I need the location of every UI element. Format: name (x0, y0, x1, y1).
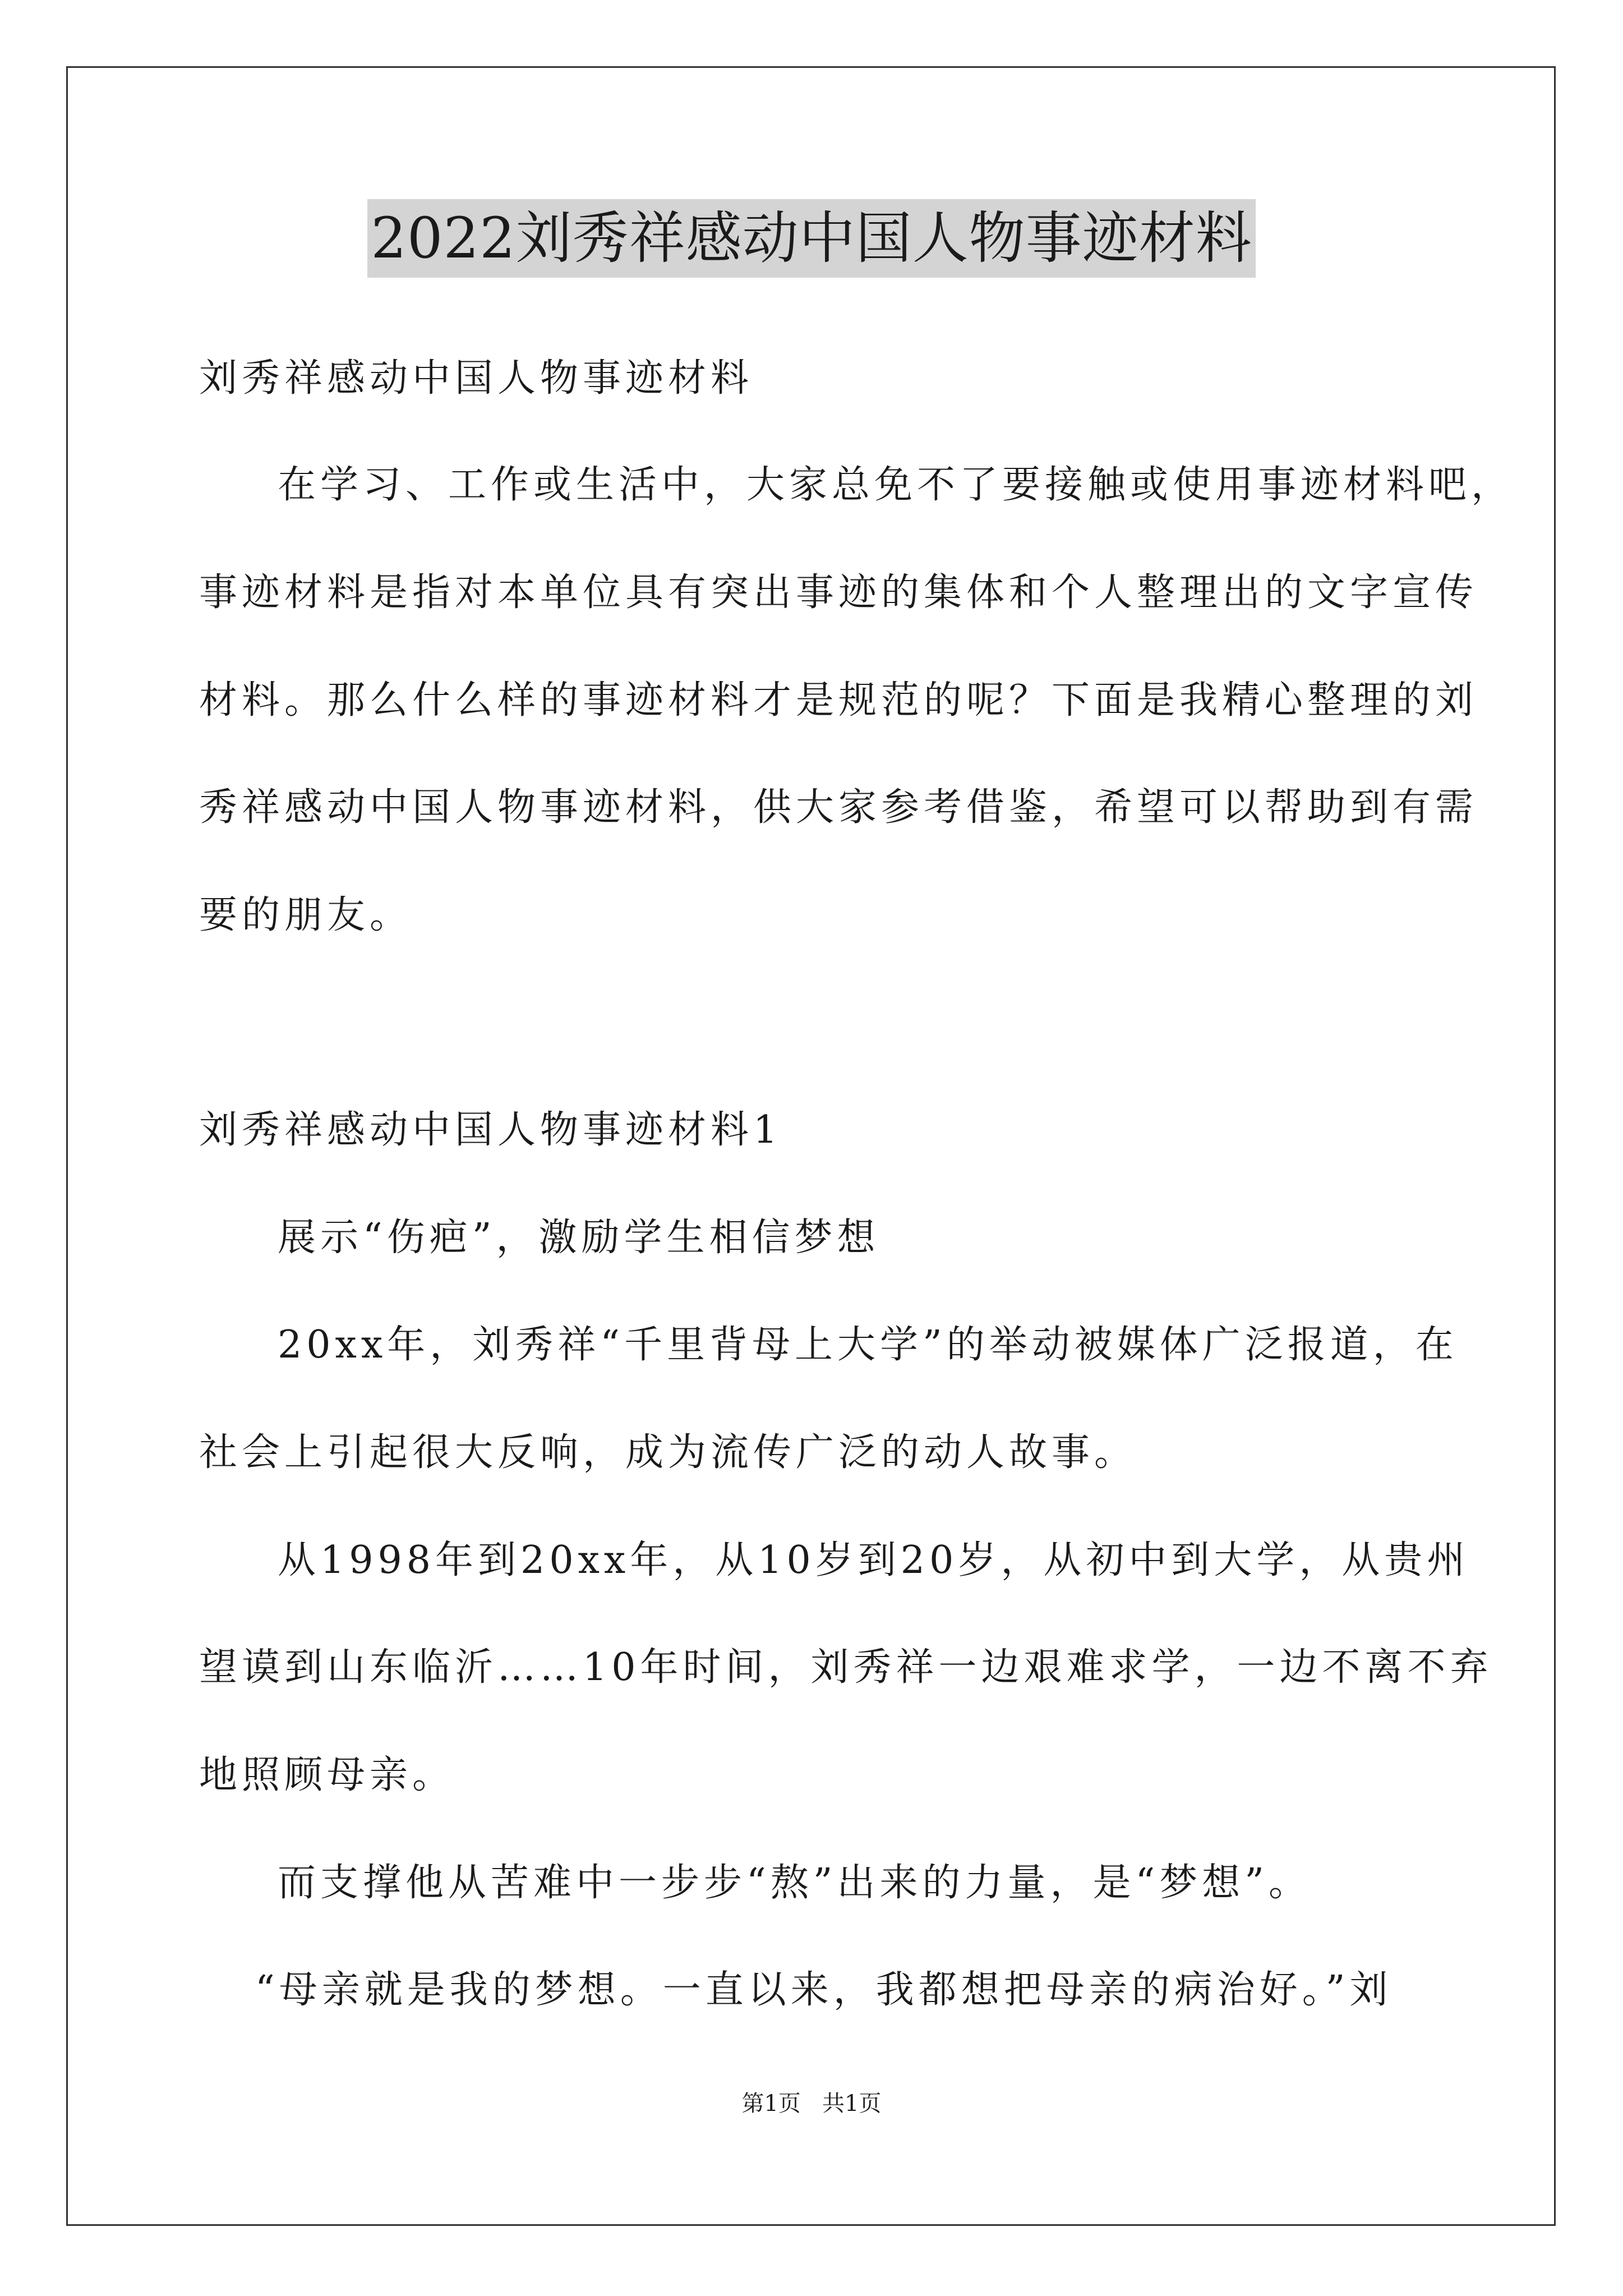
paragraph-line: 从1998年到20xx年，从10岁到20岁，从初中到大学，从贵州 (278, 1538, 1470, 1582)
title-container (0, 199, 1623, 278)
paragraph-line: 材料。那么什么样的事迹材料才是规范的呢？下面是我精心整理的刘 (199, 678, 1478, 723)
paragraph-line: 社会上引起很大反响，成为流传广泛的动人故事。 (199, 1430, 1137, 1475)
document-title: 2022刘秀祥感动中国人物事迹材料 (367, 199, 1256, 278)
paragraph-line: 秀祥感动中国人物事迹材料，供大家参考借鉴，希望可以帮助到有需 (199, 785, 1478, 830)
paragraph-line: 地照顾母亲。 (199, 1753, 455, 1797)
paragraph-line: 而支撑他从苦难中一步步“熬”出来的力量，是“梦想”。 (278, 1861, 1312, 1905)
section-heading-intro: 刘秀祥感动中国人物事迹材料 (199, 356, 754, 401)
section-heading-1: 刘秀祥感动中国人物事迹材料1 (199, 1108, 782, 1152)
paragraph-line: 在学习、工作或生活中，大家总免不了要接触或使用事迹材料吧， (278, 463, 1514, 507)
paragraph-line: 望谟到山东临沂……10年时间，刘秀祥一边艰难求学，一边不离不弃 (199, 1645, 1493, 1690)
paragraph-line: 要的朋友。 (199, 893, 413, 937)
paragraph-line: “母亲就是我的梦想。一直以来，我都想把母亲的病治好。”刘 (255, 1968, 1393, 2012)
subheading: 展示“伤疤”，激励学生相信梦想 (278, 1216, 880, 1260)
paragraph-line: 20xx年，刘秀祥“千里背母上大学”的举动被媒体广泛报道，在 (278, 1323, 1458, 1367)
paragraph-line: 事迹材料是指对本单位具有突出事迹的集体和个人整理出的文字宣传 (199, 570, 1478, 615)
page-footer: 第1页 共1页 (741, 2091, 882, 2116)
